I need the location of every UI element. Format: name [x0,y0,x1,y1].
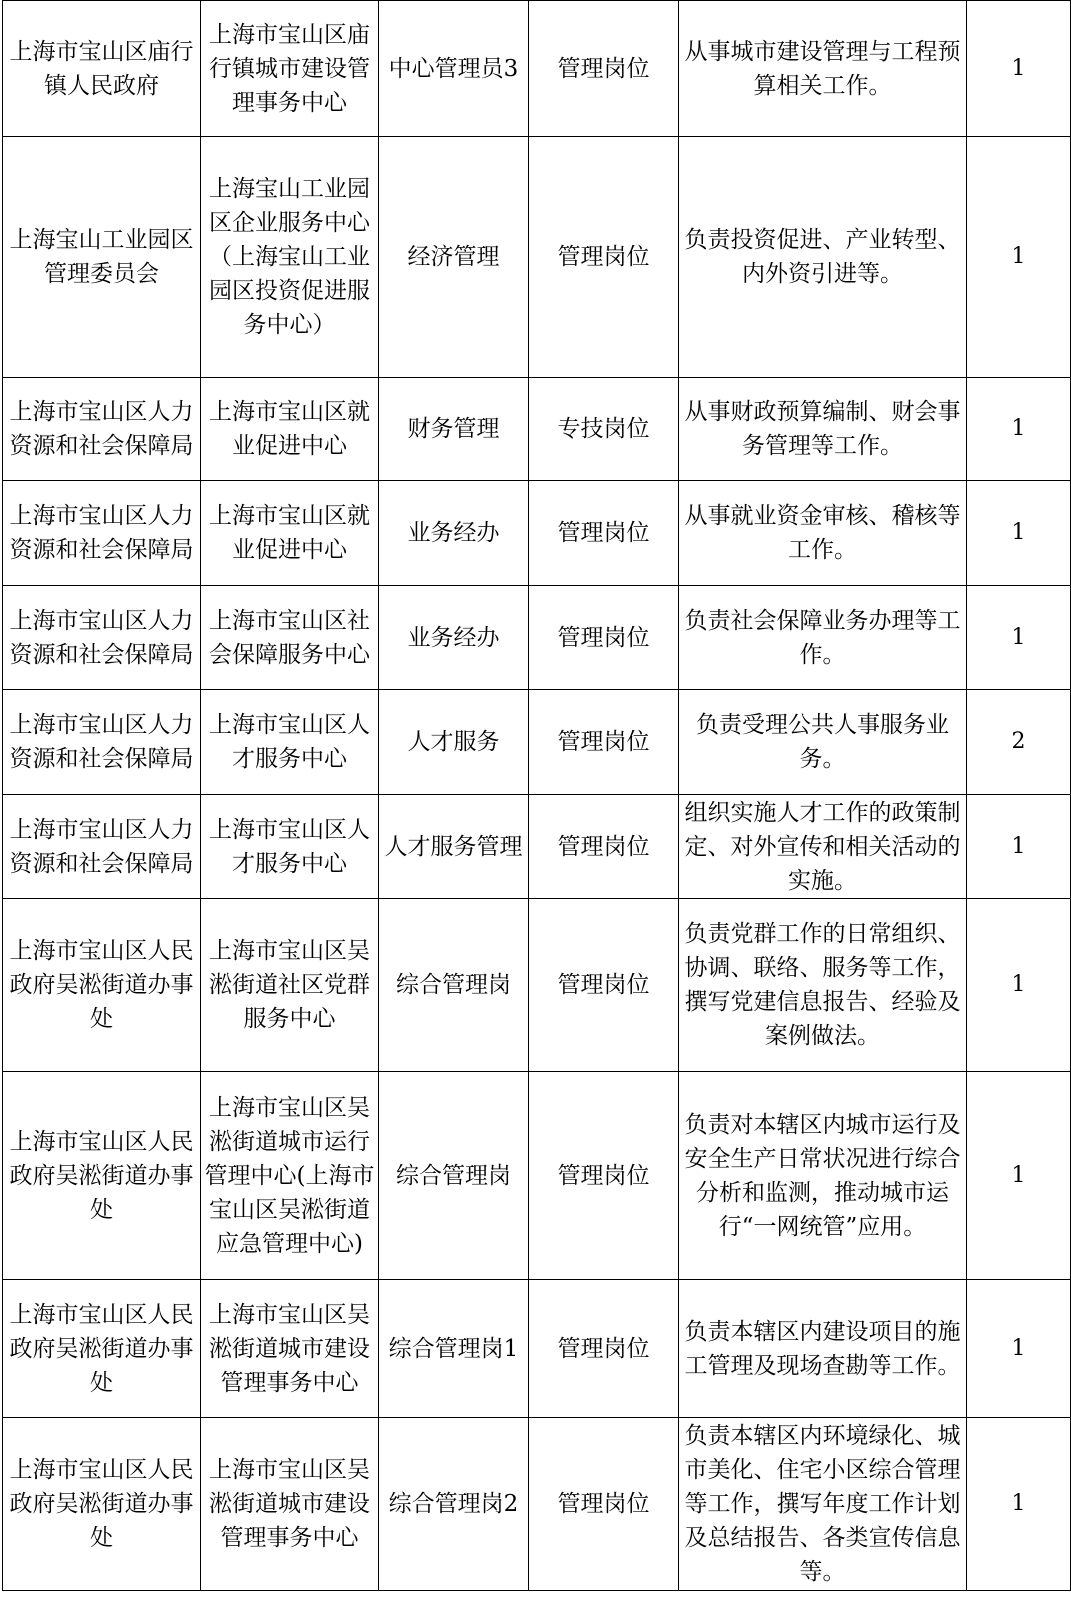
duty-cell: 负责本辖区内环境绿化、城市美化、住宅小区综合管理等工作，撰写年度工作计划及总结报告、各类宣传信息等。 [679,1418,967,1591]
table-row [3,378,1071,481]
headcount-cell: 1 [967,137,1071,378]
table-row [3,1418,1071,1591]
category-cell: 专技岗位 [529,378,679,481]
position-cell: 综合管理岗2 [379,1418,529,1591]
category-cell: 管理岗位 [529,899,679,1072]
duty-cell: 从事城市建设管理与工程预算相关工作。 [679,1,967,137]
position-cell: 综合管理岗 [379,899,529,1072]
table-row [3,795,1071,899]
category-cell: 管理岗位 [529,690,679,795]
headcount-cell: 1 [967,899,1071,1072]
employer-cell: 上海宝山工业园区管理委员会 [3,137,201,378]
headcount-cell: 1 [967,1072,1071,1280]
duty-cell: 负责受理公共人事服务业务。 [679,690,967,795]
position-cell: 综合管理岗 [379,1072,529,1280]
headcount-cell: 1 [967,795,1071,899]
department-cell: 上海市宝山区吴淞街道社区党群服务中心 [201,899,379,1072]
positions-table [2,0,1071,1591]
category-cell: 管理岗位 [529,1072,679,1280]
duty-cell: 从事财政预算编制、财会事务管理等工作。 [679,378,967,481]
position-cell: 业务经办 [379,481,529,586]
headcount-cell: 1 [967,1418,1071,1591]
employer-cell: 上海市宝山区人力资源和社会保障局 [3,690,201,795]
department-cell: 上海市宝山区庙行镇城市建设管理事务中心 [201,1,379,137]
category-cell: 管理岗位 [529,1280,679,1418]
department-cell: 上海市宝山区人才服务中心 [201,795,379,899]
employer-cell: 上海市宝山区庙行镇人民政府 [3,1,201,137]
position-cell: 综合管理岗1 [379,1280,529,1418]
department-cell: 上海市宝山区吴淞街道城市建设管理事务中心 [201,1418,379,1591]
headcount-cell: 1 [967,1280,1071,1418]
employer-cell: 上海市宝山区人力资源和社会保障局 [3,795,201,899]
category-cell: 管理岗位 [529,795,679,899]
category-cell: 管理岗位 [529,137,679,378]
headcount-cell: 1 [967,1,1071,137]
table-row [3,899,1071,1072]
employer-cell: 上海市宝山区人民政府吴淞街道办事处 [3,1072,201,1280]
headcount-cell: 2 [967,690,1071,795]
duty-cell: 负责党群工作的日常组织、协调、联络、服务等工作，撰写党建信息报告、经验及案例做法。 [679,899,967,1072]
headcount-cell: 1 [967,586,1071,690]
category-cell: 管理岗位 [529,481,679,586]
department-cell: 上海市宝山区人才服务中心 [201,690,379,795]
position-cell: 人才服务管理 [379,795,529,899]
duty-cell: 负责社会保障业务办理等工作。 [679,586,967,690]
duty-cell: 负责投资促进、产业转型、内外资引进等。 [679,137,967,378]
duty-cell: 组织实施人才工作的政策制定、对外宣传和相关活动的实施。 [679,795,967,899]
department-cell: 上海宝山工业园区企业服务中心（上海宝山工业园区投资促进服务中心） [201,137,379,378]
table-row [3,1280,1071,1418]
employer-cell: 上海市宝山区人力资源和社会保障局 [3,481,201,586]
category-cell: 管理岗位 [529,1418,679,1591]
position-cell: 经济管理 [379,137,529,378]
duty-cell: 从事就业资金审核、稽核等工作。 [679,481,967,586]
table-row [3,481,1071,586]
department-cell: 上海市宝山区就业促进中心 [201,378,379,481]
position-cell: 人才服务 [379,690,529,795]
employer-cell: 上海市宝山区人力资源和社会保障局 [3,378,201,481]
duty-cell: 负责对本辖区内城市运行及安全生产日常状况进行综合分析和监测，推动城市运行“一网统管”应用。 [679,1072,967,1280]
duty-cell: 负责本辖区内建设项目的施工管理及现场查勘等工作。 [679,1280,967,1418]
table-row [3,586,1071,690]
employer-cell: 上海市宝山区人力资源和社会保障局 [3,586,201,690]
category-cell: 管理岗位 [529,1,679,137]
employer-cell: 上海市宝山区人民政府吴淞街道办事处 [3,899,201,1072]
table-row [3,1,1071,137]
headcount-cell: 1 [967,378,1071,481]
department-cell: 上海市宝山区就业促进中心 [201,481,379,586]
position-cell: 中心管理员3 [379,1,529,137]
table-row [3,1072,1071,1280]
position-cell: 财务管理 [379,378,529,481]
table-row [3,137,1071,378]
table-row [3,690,1071,795]
category-cell: 管理岗位 [529,586,679,690]
headcount-cell: 1 [967,481,1071,586]
position-cell: 业务经办 [379,586,529,690]
employer-cell: 上海市宝山区人民政府吴淞街道办事处 [3,1418,201,1591]
department-cell: 上海市宝山区社会保障服务中心 [201,586,379,690]
employer-cell: 上海市宝山区人民政府吴淞街道办事处 [3,1280,201,1418]
department-cell: 上海市宝山区吴淞街道城市运行管理中心(上海市宝山区吴淞街道应急管理中心) [201,1072,379,1280]
department-cell: 上海市宝山区吴淞街道城市建设管理事务中心 [201,1280,379,1418]
